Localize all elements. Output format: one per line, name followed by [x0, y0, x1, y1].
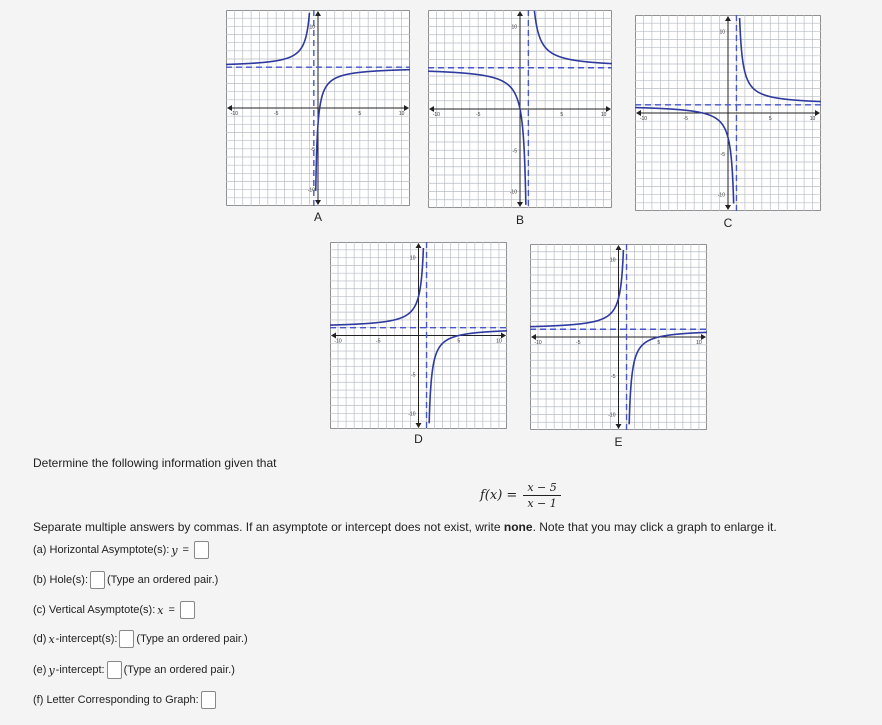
- question-d-label-pre: (d): [33, 633, 47, 645]
- tick-label-x: -5: [475, 112, 481, 118]
- graph-d-letter: D: [414, 432, 423, 446]
- tick-label-x: -10: [534, 340, 542, 346]
- holes-input[interactable]: [90, 571, 105, 589]
- instructions-bold: none: [503, 520, 533, 534]
- tick-label-y: 10: [511, 24, 517, 31]
- function-definition: [480, 481, 561, 510]
- graph-d-plot: [330, 242, 507, 429]
- tick-label-y: -10: [608, 412, 616, 419]
- tick-label-y: -10: [509, 189, 517, 196]
- tick-label-y: 10: [409, 255, 416, 262]
- tick-label-x: 10: [398, 111, 405, 117]
- question-b-hint: (Type an ordered pair.): [107, 574, 219, 586]
- x-intercepts-input[interactable]: [119, 630, 134, 648]
- tick-label-x: -10: [432, 112, 440, 118]
- graph-e-plot: [530, 244, 707, 430]
- question-b-label: (b) Hole(s):: [33, 574, 89, 586]
- tick-label-x: 10: [496, 338, 502, 345]
- function-denominator: x − 1: [527, 497, 557, 510]
- tick-label-y: -5: [720, 151, 725, 158]
- question-c-eq: =: [168, 604, 175, 616]
- question-d-var: x: [48, 632, 55, 646]
- tick-label-x: 5: [560, 112, 564, 118]
- graph-b[interactable]: [428, 10, 612, 227]
- tick-label-y: 10: [309, 24, 315, 31]
- graph-e[interactable]: [530, 244, 707, 448]
- instructions-text-end: . Note that you may click a graph to enlarge it.: [532, 520, 777, 534]
- function-numerator: x − 5: [523, 481, 560, 496]
- y-intercept-input[interactable]: [107, 661, 122, 679]
- tick-label-x: -10: [230, 111, 238, 117]
- graph-b-letter: B: [515, 213, 524, 227]
- tick-label-x: 5: [358, 111, 362, 117]
- graph-d[interactable]: [330, 242, 507, 446]
- graph-c-letter: C: [723, 216, 733, 230]
- tick-label-x: 5: [457, 338, 461, 345]
- tick-label-y: -10: [307, 187, 315, 194]
- question-f-label: (f) Letter Corresponding to Graph:: [33, 694, 199, 706]
- tick-label-x: -5: [376, 338, 381, 345]
- prompt-text: Determine the following information given that: [33, 456, 277, 470]
- tick-label-y: -5: [310, 146, 315, 153]
- graph-a[interactable]: [226, 10, 410, 222]
- tick-label-y: -5: [512, 148, 517, 155]
- tick-label-y: 10: [719, 29, 725, 36]
- vertical-asymptote-input[interactable]: [180, 601, 195, 619]
- graph-letter-input[interactable]: [201, 691, 216, 709]
- tick-label-x: -5: [273, 111, 279, 117]
- question-e-var: y: [48, 663, 55, 677]
- tick-label-x: -5: [683, 116, 688, 122]
- graph-a-letter: A: [313, 210, 322, 224]
- graph-c[interactable]: [635, 15, 821, 228]
- question-x-intercepts: [33, 630, 248, 648]
- tick-label-x: 5: [657, 340, 661, 346]
- question-e-label-pre: (e): [33, 664, 47, 676]
- tick-label-y: 10: [609, 257, 616, 264]
- tick-label-x: -10: [639, 116, 648, 122]
- question-horizontal-asymptote: [33, 541, 211, 559]
- question-d-hint: (Type an ordered pair.): [136, 633, 248, 645]
- question-e-hint: (Type an ordered pair.): [123, 664, 235, 676]
- question-c-label: (c) Vertical Asymptote(s):: [33, 604, 156, 616]
- graph-e-letter: E: [614, 435, 623, 449]
- tick-label-y: -5: [411, 372, 416, 379]
- horizontal-asymptote-input[interactable]: [194, 541, 209, 559]
- function-name: f(x) =: [480, 488, 518, 503]
- graph-a-plot: [226, 10, 410, 206]
- tick-label-x: 10: [600, 112, 607, 118]
- tick-label-y: -10: [408, 411, 416, 418]
- tick-label-x: 10: [696, 340, 702, 346]
- question-graph-letter: [33, 691, 218, 709]
- question-e-label-post: -intercept:: [55, 664, 105, 676]
- tick-label-x: 10: [809, 116, 816, 122]
- tick-label-x: 5: [768, 116, 772, 122]
- question-vertical-asymptote: [33, 601, 197, 619]
- instructions: [33, 520, 777, 534]
- question-a-var: y: [171, 543, 178, 557]
- tick-label-x: -5: [576, 340, 581, 346]
- graph-b-plot: [428, 10, 612, 208]
- question-a-label: (a) Horizontal Asymptote(s):: [33, 544, 170, 556]
- question-c-var: x: [157, 603, 164, 617]
- instructions-text: Separate multiple answers by commas. If an asymptote or intercept does not exist, write: [33, 520, 504, 534]
- function-fraction: [523, 481, 560, 510]
- question-a-eq: =: [182, 544, 189, 556]
- graph-c-plot: [635, 15, 821, 211]
- question-y-intercept: [33, 661, 235, 679]
- question-d-label-post: -intercept(s):: [55, 633, 118, 645]
- tick-label-x: -10: [334, 338, 342, 345]
- tick-label-y: -10: [717, 192, 725, 199]
- tick-label-y: -5: [611, 373, 616, 380]
- question-holes: [33, 571, 218, 589]
